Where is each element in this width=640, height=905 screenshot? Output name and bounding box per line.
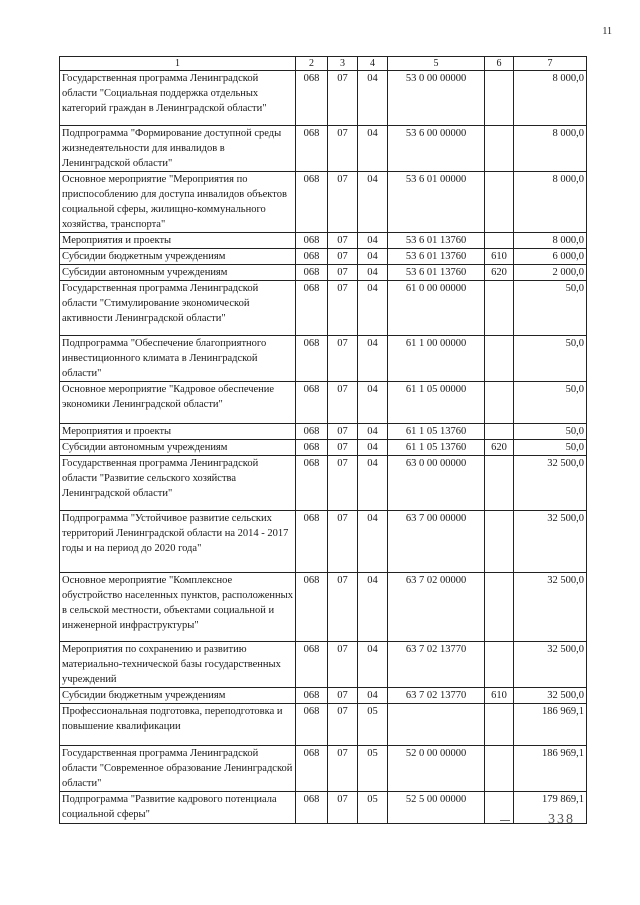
row-code-cell: 068 — [296, 746, 328, 792]
row-name-cell: Субсидии автономным учреждениям — [60, 440, 296, 456]
header-col-2: 2 — [296, 57, 328, 71]
row-type-cell — [485, 746, 514, 792]
header-col-7: 7 — [514, 57, 587, 71]
row-type-cell — [485, 642, 514, 688]
row-subsection-cell: 04 — [358, 71, 388, 126]
row-name-cell: Субсидии бюджетным учреждениям — [60, 249, 296, 265]
row-target-cell: 63 0 00 00000 — [388, 456, 485, 511]
row-name-cell: Подпрограмма "Развитие кадрового потенциала социальной сферы" — [60, 792, 296, 824]
row-section-cell: 07 — [328, 126, 358, 172]
row-target-cell: 63 7 00 00000 — [388, 511, 485, 573]
row-code-cell: 068 — [296, 688, 328, 704]
row-code-cell: 068 — [296, 440, 328, 456]
header-col-3: 3 — [328, 57, 358, 71]
row-amount-cell: 8 000,0 — [514, 172, 587, 233]
row-amount-cell: 8 000,0 — [514, 126, 587, 172]
row-amount-cell: 8 000,0 — [514, 71, 587, 126]
table-row — [60, 126, 587, 172]
row-subsection-cell: 04 — [358, 249, 388, 265]
row-amount-cell: 186 969,1 — [514, 704, 587, 746]
row-code-cell: 068 — [296, 573, 328, 642]
row-code-cell: 068 — [296, 456, 328, 511]
row-code-cell: 068 — [296, 249, 328, 265]
row-section-cell: 07 — [328, 704, 358, 746]
row-name-cell: Подпрограмма "Обеспечение благоприятного инвестиционного климата в Ленинградской области" — [60, 336, 296, 382]
row-target-cell: 63 7 02 13770 — [388, 688, 485, 704]
row-code-cell: 068 — [296, 424, 328, 440]
row-code-cell: 068 — [296, 642, 328, 688]
row-target-cell: 53 6 01 13760 — [388, 265, 485, 281]
row-target-cell: 53 0 00 00000 — [388, 71, 485, 126]
row-code-cell: 068 — [296, 382, 328, 424]
row-target-cell — [388, 704, 485, 746]
row-amount-cell: 50,0 — [514, 440, 587, 456]
row-amount-cell: 32 500,0 — [514, 511, 587, 573]
table-row — [60, 792, 587, 824]
row-type-cell — [485, 382, 514, 424]
table-row — [60, 573, 587, 642]
footer-dash — [500, 820, 510, 821]
row-section-cell: 07 — [328, 573, 358, 642]
row-type-cell — [485, 424, 514, 440]
row-subsection-cell: 04 — [358, 382, 388, 424]
row-amount-cell: 32 500,0 — [514, 456, 587, 511]
row-section-cell: 07 — [328, 233, 358, 249]
row-section-cell: 07 — [328, 688, 358, 704]
row-name-cell: Государственная программа Ленинградской области "Развитие сельского хозяйства Ленинградской области" — [60, 456, 296, 511]
row-code-cell: 068 — [296, 336, 328, 382]
table-row — [60, 382, 587, 424]
row-code-cell: 068 — [296, 172, 328, 233]
row-subsection-cell: 05 — [358, 792, 388, 824]
row-subsection-cell: 04 — [358, 456, 388, 511]
row-name-cell: Государственная программа Ленинградской области "Стимулирование экономической активности Ленинградской области" — [60, 281, 296, 336]
table-row — [60, 642, 587, 688]
row-type-cell — [485, 71, 514, 126]
header-col-1: 1 — [60, 57, 296, 71]
row-section-cell: 07 — [328, 281, 358, 336]
row-type-cell — [485, 336, 514, 382]
row-amount-cell: 2 000,0 — [514, 265, 587, 281]
table-row — [60, 424, 587, 440]
table-row — [60, 71, 587, 126]
row-amount-cell: 6 000,0 — [514, 249, 587, 265]
row-section-cell: 07 — [328, 642, 358, 688]
row-amount-cell: 50,0 — [514, 382, 587, 424]
row-subsection-cell: 04 — [358, 126, 388, 172]
table-body — [60, 71, 587, 824]
row-subsection-cell: 05 — [358, 746, 388, 792]
row-name-cell: Подпрограмма "Формирование доступной среды жизнедеятельности для инвалидов в Ленинградской области" — [60, 126, 296, 172]
row-name-cell: Мероприятия и проекты — [60, 424, 296, 440]
row-target-cell: 63 7 02 13770 — [388, 642, 485, 688]
row-code-cell: 068 — [296, 511, 328, 573]
row-name-cell: Профессиональная подготовка, переподготовка и повышение квалификации — [60, 704, 296, 746]
table-row — [60, 336, 587, 382]
table-row — [60, 249, 587, 265]
budget-table — [59, 56, 587, 824]
row-type-cell — [485, 511, 514, 573]
row-type-cell — [485, 281, 514, 336]
row-subsection-cell: 04 — [358, 511, 388, 573]
row-code-cell: 068 — [296, 704, 328, 746]
table-row — [60, 440, 587, 456]
header-col-6: 6 — [485, 57, 514, 71]
row-type-cell — [485, 172, 514, 233]
row-name-cell: Мероприятия и проекты — [60, 233, 296, 249]
header-col-5: 5 — [388, 57, 485, 71]
row-section-cell: 07 — [328, 265, 358, 281]
row-type-cell — [485, 126, 514, 172]
row-subsection-cell: 04 — [358, 233, 388, 249]
table-row — [60, 456, 587, 511]
row-subsection-cell: 05 — [358, 704, 388, 746]
row-section-cell: 07 — [328, 382, 358, 424]
row-amount-cell: 8 000,0 — [514, 233, 587, 249]
table-row — [60, 688, 587, 704]
row-name-cell: Государственная программа Ленинградской области "Социальная поддержка отдельных категорий граждан в Ленинградской области" — [60, 71, 296, 126]
row-name-cell: Подпрограмма "Устойчивое развитие сельских территорий Ленинградской области на 2014 - 2017 годы и на период до 2020 года" — [60, 511, 296, 573]
row-amount-cell: 50,0 — [514, 336, 587, 382]
row-name-cell: Основное мероприятие "Мероприятия по приспособлению для доступа инвалидов объектов социальной сферы, жилищно-коммунального хозяйства, транспорта" — [60, 172, 296, 233]
row-section-cell: 07 — [328, 456, 358, 511]
row-section-cell: 07 — [328, 249, 358, 265]
row-section-cell: 07 — [328, 172, 358, 233]
row-type-cell: 610 — [485, 249, 514, 265]
row-code-cell: 068 — [296, 281, 328, 336]
row-name-cell: Основное мероприятие "Комплексное обустройство населенных пунктов, расположенных в сельской местности, объектами социальной и инженерной инфраструктуры" — [60, 573, 296, 642]
row-target-cell: 52 0 00 00000 — [388, 746, 485, 792]
row-section-cell: 07 — [328, 511, 358, 573]
row-target-cell: 61 0 00 00000 — [388, 281, 485, 336]
row-target-cell: 61 1 05 00000 — [388, 382, 485, 424]
row-type-cell: 620 — [485, 265, 514, 281]
row-name-cell: Государственная программа Ленинградской области "Современное образование Ленинградской области" — [60, 746, 296, 792]
row-target-cell: 53 6 01 13760 — [388, 249, 485, 265]
row-target-cell: 61 1 05 13760 — [388, 424, 485, 440]
row-section-cell: 07 — [328, 746, 358, 792]
table-header-row — [60, 57, 587, 71]
row-code-cell: 068 — [296, 126, 328, 172]
row-section-cell: 07 — [328, 71, 358, 126]
row-amount-cell: 32 500,0 — [514, 642, 587, 688]
table-row — [60, 704, 587, 746]
row-target-cell: 53 6 01 13760 — [388, 233, 485, 249]
row-type-cell: 610 — [485, 688, 514, 704]
table-row — [60, 265, 587, 281]
row-subsection-cell: 04 — [358, 688, 388, 704]
row-section-cell: 07 — [328, 424, 358, 440]
row-target-cell: 52 5 00 00000 — [388, 792, 485, 824]
row-amount-cell: 179 869,1 — [514, 792, 587, 824]
row-subsection-cell: 04 — [358, 424, 388, 440]
row-type-cell — [485, 573, 514, 642]
handwritten-page-mark: 338 — [548, 812, 575, 827]
page-number: 11 — [602, 26, 612, 37]
row-section-cell: 07 — [328, 336, 358, 382]
row-code-cell: 068 — [296, 71, 328, 126]
row-target-cell: 53 6 00 00000 — [388, 126, 485, 172]
row-section-cell: 07 — [328, 792, 358, 824]
row-subsection-cell: 04 — [358, 281, 388, 336]
row-target-cell: 61 1 05 13760 — [388, 440, 485, 456]
row-code-cell: 068 — [296, 233, 328, 249]
table-row — [60, 233, 587, 249]
row-target-cell: 61 1 00 00000 — [388, 336, 485, 382]
row-type-cell: 620 — [485, 440, 514, 456]
row-subsection-cell: 04 — [358, 172, 388, 233]
row-amount-cell: 50,0 — [514, 281, 587, 336]
header-col-4: 4 — [358, 57, 388, 71]
table-row — [60, 746, 587, 792]
table-row — [60, 281, 587, 336]
table-row — [60, 511, 587, 573]
row-type-cell — [485, 456, 514, 511]
row-code-cell: 068 — [296, 265, 328, 281]
row-type-cell — [485, 233, 514, 249]
row-amount-cell: 186 969,1 — [514, 746, 587, 792]
row-subsection-cell: 04 — [358, 642, 388, 688]
row-section-cell: 07 — [328, 440, 358, 456]
table-row — [60, 172, 587, 233]
row-subsection-cell: 04 — [358, 336, 388, 382]
row-type-cell — [485, 704, 514, 746]
row-name-cell: Субсидии бюджетным учреждениям — [60, 688, 296, 704]
row-subsection-cell: 04 — [358, 440, 388, 456]
row-subsection-cell: 04 — [358, 265, 388, 281]
row-amount-cell: 32 500,0 — [514, 688, 587, 704]
row-name-cell: Мероприятия по сохранению и развитию материально-технической базы государственных учреждений — [60, 642, 296, 688]
row-amount-cell: 32 500,0 — [514, 573, 587, 642]
row-code-cell: 068 — [296, 792, 328, 824]
row-name-cell: Основное мероприятие "Кадровое обеспечение экономики Ленинградской области" — [60, 382, 296, 424]
row-amount-cell: 50,0 — [514, 424, 587, 440]
row-target-cell: 63 7 02 00000 — [388, 573, 485, 642]
row-target-cell: 53 6 01 00000 — [388, 172, 485, 233]
row-name-cell: Субсидии автономным учреждениям — [60, 265, 296, 281]
row-subsection-cell: 04 — [358, 573, 388, 642]
row-type-cell — [485, 792, 514, 824]
